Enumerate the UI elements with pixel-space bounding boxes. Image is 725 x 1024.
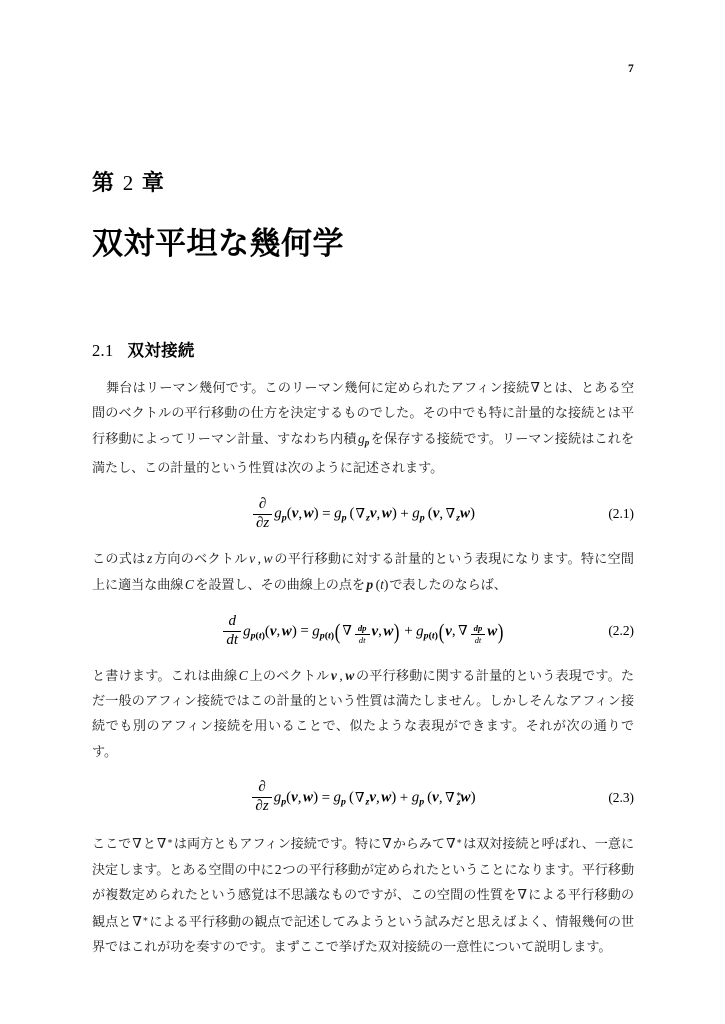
paragraph-1 [92, 376, 634, 481]
equation-2-2-tag: (2.2) [608, 623, 634, 639]
equation-2-1-tag: (2.1) [608, 506, 634, 522]
para2-seg-b: 方向のベクトル [153, 552, 248, 568]
para1-seg-a: 舞台はリーマン幾何です。このリーマン幾何に定められたアフィン接続 [106, 381, 530, 396]
para4-seg-g: つの平行移動が定められたということになります。平行移動が複数定められたという感覚は不思議なものですが、この空間の性質を [92, 862, 634, 903]
para3-seg-b: 上のベクトル [249, 669, 330, 685]
equation-2-3-tag: (2.3) [608, 789, 634, 805]
count-two-inline: 2 [274, 861, 282, 877]
var-w-inline: w [263, 551, 273, 567]
page-number: 7 [628, 63, 634, 75]
equation-2-1-row [92, 494, 634, 534]
para4-seg-i: による平行移動の観点で記述してみようという試みだと思えばよく、情報幾何の世界ではこれが功を奏すのです。まずここで挙げた双対接続の一意性について説明します。 [92, 915, 634, 956]
var-w-inline-2: w [345, 668, 355, 684]
curve-c-inline-2: C [238, 668, 248, 684]
chapter-heading-block [92, 170, 634, 264]
var-v-inline-2: v [330, 668, 337, 684]
chapter-label [92, 170, 634, 198]
equation-2-1-math: $\frac{\partial}{\partial z}$ gp(v, w) = gp (∇zv, w) + gp (v, ∇zw) [251, 497, 475, 532]
comma-inline-2: , [339, 668, 343, 684]
point-pt-inline: p [366, 577, 374, 593]
section-title: 双対接続 [127, 341, 195, 360]
para2-seg-d: を設置し、その曲線上の点を [195, 578, 365, 594]
nabla-symbol-inline: ∇ [530, 380, 540, 396]
var-v-inline: v [249, 551, 256, 567]
comma-inline: , [257, 551, 261, 567]
chapter-title: 双対平坦な幾何学 [92, 225, 344, 262]
para4-seg-a: ここで [92, 836, 132, 852]
para2-seg-c: の平行移動に対する計量的という表現になります。特に空間上に適当な曲線 [92, 552, 634, 594]
nabla-symbol-inline-4: ∇ [517, 886, 527, 903]
metric-symbol-inline: gp [357, 431, 370, 448]
para3-seg-c: の平行移動に関する計量的という表現です。ただ一般のアフィン接続ではこの計量的という性質は満たしません。しかしそんなアフィン接続でも別のアフィン接続を用いることで、似たような表現ができます。それが次の通りです。 [92, 669, 635, 760]
para4-seg-b: と [142, 836, 156, 852]
chapter-label-suffix: 章 [141, 171, 165, 196]
paragraph-4 [92, 830, 634, 961]
para1-seg-c: を保存する接続です。リーマン接続はこれを満たし、この計量的という性質は次のように記述されます。 [92, 432, 635, 476]
chapter-label-prefix: 第 [92, 171, 115, 196]
equation-2-1-body [92, 494, 634, 534]
paragraph-3 [92, 663, 634, 764]
equation-2-3-math: $\frac{\partial}{\partial z}$ gp(v, w) = gp (∇zv, w) + gp (v, ∇∗zw) [250, 781, 475, 816]
nabla-star-symbol-inline-3: ∇ ∗ [131, 914, 149, 930]
para4-seg-d: からみて [392, 836, 446, 852]
nabla-star-symbol-inline: ∇ ∗ [156, 836, 174, 852]
section-heading [92, 340, 634, 361]
para2-seg-a: この式は [92, 552, 146, 568]
equation-2-3-row [92, 778, 634, 818]
equation-2-2-row [92, 611, 634, 651]
point-pt-paren: (t) [375, 577, 389, 593]
para4-seg-c: は両方ともアフィン接続です。特に [173, 836, 382, 852]
nabla-star-symbol-inline-2: ∇ ∗ [445, 836, 463, 852]
var-z-inline: z [146, 551, 153, 567]
paragraph-2 [92, 546, 634, 598]
para2-seg-e: で表したのならば、 [389, 578, 507, 594]
para1-seg-b: とは、とある空間のベクトルの平行移動の仕方を決定するものでした。その中でも特に計量的な接続とは平行移動によってリーマン計量、すなわち内積 [92, 381, 634, 448]
equation-2-2-math: $\frac{d}{dt}$ gp(t)(v, w) = gp(t)( ∇ $\frac{dp}{dt}$ v, w) + gp(t)(v, ∇ $\frac{dp}{dt}$ w) [221, 615, 504, 650]
chapter-label-number: 2 [122, 171, 134, 195]
equation-2-2-body [92, 611, 634, 651]
equation-2-3-body [92, 778, 634, 818]
para3-seg-a: と書けます。これは曲線 [92, 669, 238, 685]
curve-c-inline: C [184, 577, 194, 593]
nabla-symbol-inline-3: ∇ [382, 835, 392, 852]
section-number: 2.1 [92, 341, 114, 360]
para4-seg-h: による平行移動の観点と [92, 887, 634, 930]
body-content [92, 376, 634, 960]
para4-seg-e: は双対接続と呼ばれ、一意に決定します。とある空間の中に [92, 836, 634, 878]
nabla-symbol-inline-2: ∇ [132, 835, 142, 852]
